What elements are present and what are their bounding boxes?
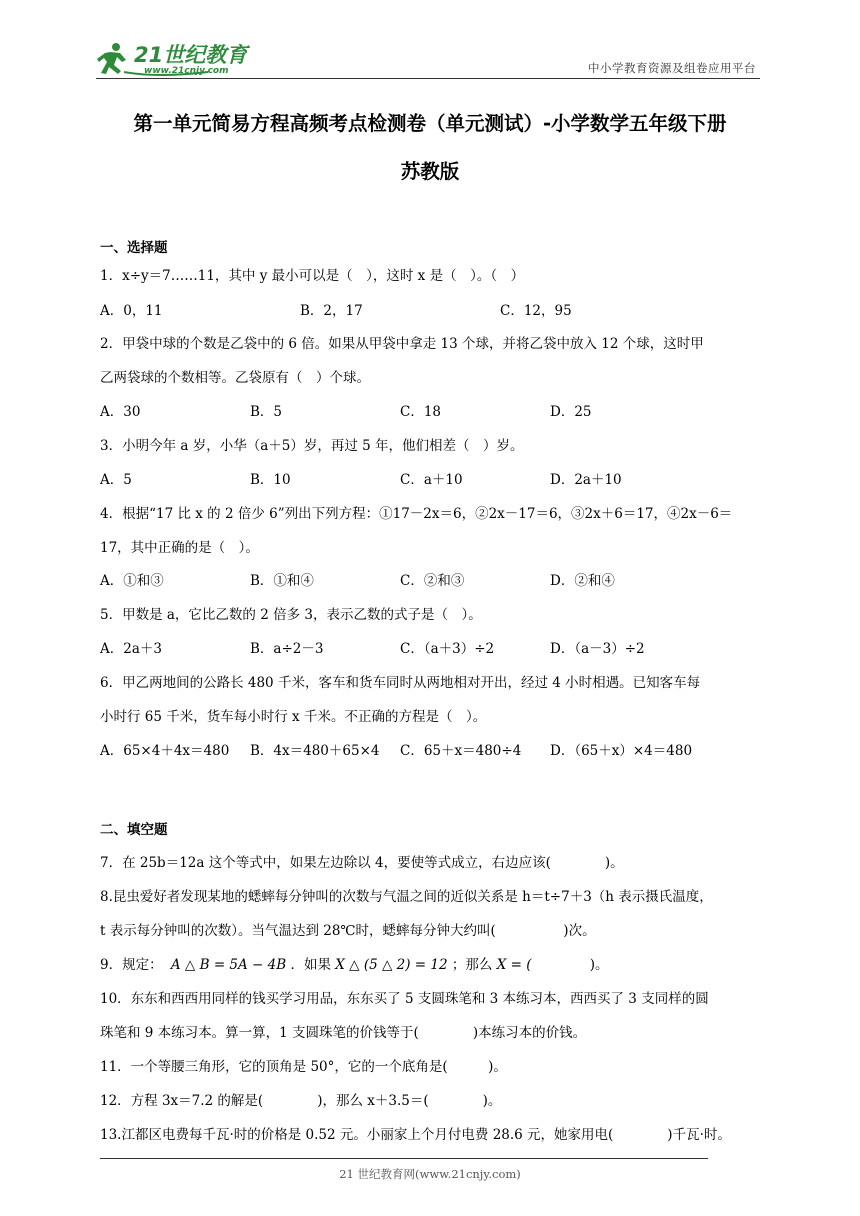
q5-option-b[interactable]: B．a÷2－3 [250, 641, 324, 657]
q9-equation: X △ (5 △ 2) = 12 [335, 957, 448, 973]
q2-option-b[interactable]: B．5 [250, 404, 283, 420]
section-heading-choice: 一、选择题 [100, 240, 168, 256]
q6-option-c[interactable]: C．65＋x＝480÷4 [400, 743, 522, 759]
q3-option-b[interactable]: B．10 [250, 472, 291, 488]
q2-option-c[interactable]: C．18 [400, 404, 442, 420]
question-1: 1．x÷y＝7……11，其中 y 最小可以是（ ），这时 x 是（ ）。（ ） [100, 268, 525, 284]
document-title-line2: 苏教版 [400, 160, 460, 183]
q4-option-c[interactable]: C．②和③ [400, 573, 465, 589]
q5-option-d[interactable]: D．（a－3）÷2 [550, 641, 645, 657]
question-4-line2: 17，其中正确的是（ ）。 [100, 540, 259, 556]
question-2-line2: 乙两袋球的个数相等。乙袋原有（ ）个球。 [100, 370, 370, 386]
q2-option-a[interactable]: A．30 [100, 404, 141, 420]
question-11: 11．一个等腰三角形，它的顶角是 50°，它的一个底角是( )。 [100, 1059, 507, 1075]
q9-connector: ．如果 [290, 957, 331, 973]
q9-prefix: 9．规定： [100, 957, 163, 973]
q3-option-a[interactable]: A．5 [100, 472, 132, 488]
question-4-line1: 4．根据“17 比 x 的 2 倍少 6”列出下列方程：①17－2x＝6，②2x－17＝6，③2x＋6＝17，④2x－6＝ [100, 506, 733, 522]
q5-option-c[interactable]: C．（a＋3）÷2 [400, 641, 495, 657]
q6-option-a[interactable]: A．65×4＋4x＝480 [100, 743, 230, 759]
q6-option-d[interactable]: D．（65＋x）×4＝480 [550, 743, 693, 759]
question-7: 7．在 25b＝12a 这个等式中，如果左边除以 4，要使等式成立，右边应该( )。 [100, 855, 624, 871]
footer-link[interactable]: 21 世纪教育网(www.21cnjy.com) [339, 1167, 521, 1181]
q9-answer-lhs: X = ( [496, 957, 532, 973]
question-12: 12．方程 3x＝7.2 的解是( )，那么 x＋3.5＝( )。 [100, 1093, 502, 1109]
q1-option-a[interactable]: A．0，11 [100, 303, 163, 319]
site-logo[interactable] [96, 38, 266, 80]
q5-option-a[interactable]: A．2a＋3 [100, 641, 162, 657]
q2-option-d[interactable]: D．25 [550, 404, 592, 420]
question-8-line1: 8.昆虫爱好者发现某地的蟋蟀每分钟叫的次数与气温之间的近似关系是 h＝t÷7＋3（h 表示摄氏温度， [100, 889, 713, 905]
question-6-line2: 小时行 65 千米，货车每小时行 x 千米。不正确的方程是（ ）。 [100, 709, 487, 725]
section-heading-fill: 二、填空题 [100, 822, 168, 838]
header-rule [96, 78, 760, 79]
question-5: 5．甲数是 a，它比乙数的 2 倍多 3，表示乙数的式子是（ ）。 [100, 607, 482, 623]
question-13: 13.江都区电费每千瓦·时的价格是 0.52 元。小丽家上个月付电费 28.6 元，她家用电( )千瓦·时。 [100, 1127, 731, 1143]
q9-rule-formula: A △ B = 5A − 4B [170, 957, 287, 973]
document-title: 第一单元简易方程高频考点检测卷（单元测试）-小学数学五年级下册 [133, 112, 727, 135]
q1-option-c[interactable]: C．12，95 [500, 303, 572, 319]
question-6-line1: 6．甲乙两地间的公路长 480 千米，客车和货车同时从两地相对开出，经过 4 小时相遇。已知客车每 [100, 675, 701, 691]
platform-tagline: 中小学教育资源及组卷应用平台 [588, 61, 756, 75]
question-2-line1: 2．甲袋中球的个数是乙袋中的 6 倍。如果从甲袋中拿走 13 个球，并将乙袋中放入 12 个球，这时甲 [100, 336, 704, 352]
q9-answer-blank: )。 [535, 957, 609, 973]
q9-connector2: ；那么 [451, 957, 493, 973]
question-3: 3．小明今年 a 岁，小华（a＋5）岁，再过 5 年，他们相差（ ）岁。 [100, 438, 524, 454]
q4-option-b[interactable]: B．①和④ [250, 573, 314, 589]
logo-graphic [96, 38, 266, 80]
q4-option-a[interactable]: A．①和③ [100, 573, 164, 589]
footer-rule [100, 1158, 708, 1159]
q3-option-d[interactable]: D．2a＋10 [550, 472, 622, 488]
logo-url: www.21cnjy.com [144, 66, 229, 76]
question-10-line1: 10．东东和西西用同样的钱买学习用品，东东买了 5 支圆珠笔和 3 本练习本，西西买了 3 支同样的圆 [100, 991, 709, 1007]
q3-option-c[interactable]: C．a＋10 [400, 472, 463, 488]
question-9 [100, 953, 609, 973]
q6-option-b[interactable]: B．4x＝480＋65×4 [250, 743, 380, 759]
q4-option-d[interactable]: D．②和④ [550, 573, 615, 589]
logo-text: 21世纪教育 [134, 43, 248, 67]
question-10-line2: 珠笔和 9 本练习本。算一算，1 支圆珠笔的价钱等于( )本练习本的价钱。 [100, 1025, 587, 1041]
question-8-line2: t 表示每分钟叫的次数）。当气温达到 28℃时，蟋蟀每分钟大约叫( )次。 [100, 923, 596, 939]
q1-option-b[interactable]: B．2，17 [300, 303, 363, 319]
